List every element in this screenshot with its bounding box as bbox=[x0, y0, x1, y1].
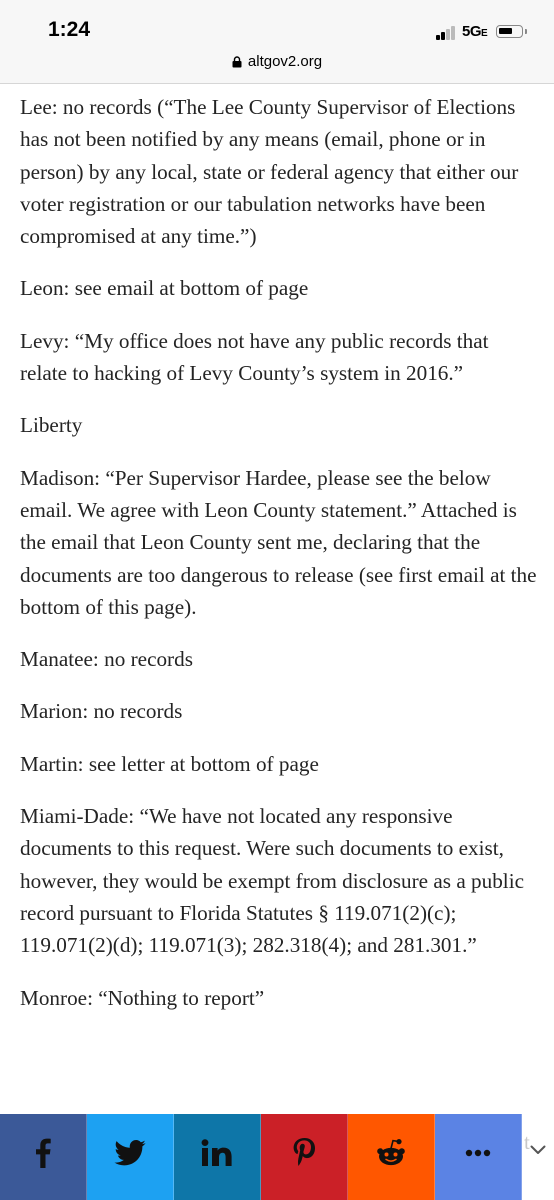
paragraph-lee: Lee: no records (“The Lee County Supervisor of Elections has not been notified by any means (email, phone or in person) by any local, state or federal agency that either our voter registration or our tabulation networks have been compromised at any time.”) bbox=[20, 95, 519, 249]
article-body bbox=[20, 91, 540, 1034]
paragraph-leon: Leon: see email at bottom of page bbox=[20, 276, 309, 301]
share-linkedin-button[interactable] bbox=[174, 1114, 261, 1200]
chevron-down-icon bbox=[530, 1145, 546, 1155]
linkedin-icon bbox=[201, 1139, 233, 1167]
battery-icon bbox=[496, 25, 523, 38]
more-icon bbox=[465, 1149, 491, 1157]
paragraph-martin: Martin: see letter at bottom of page bbox=[20, 751, 319, 776]
paragraph-monroe: Monroe: “Nothing to report” bbox=[20, 985, 265, 1010]
facebook-icon bbox=[35, 1138, 51, 1168]
status-bar bbox=[0, 0, 554, 50]
url-text[interactable]: altgov2.org bbox=[247, 53, 323, 70]
reddit-icon bbox=[373, 1138, 409, 1168]
paragraph-marion: Marion: no records bbox=[20, 699, 183, 724]
share-bar bbox=[0, 1114, 554, 1200]
paragraph-manatee: Manatee: no records bbox=[20, 647, 193, 672]
twitter-icon bbox=[114, 1140, 146, 1166]
share-pinterest-button[interactable] bbox=[261, 1114, 348, 1200]
paragraph-madison: Madison: “Per Supervisor Hardee, please see the below email. We agree with Leon County statement.” Attached is the email that Leon County sent me, declaring that the documents are too dangerous to release (see first email at the bottom of this page). bbox=[20, 465, 537, 619]
share-facebook-button[interactable] bbox=[0, 1114, 87, 1200]
pinterest-icon bbox=[293, 1138, 315, 1168]
share-twitter-button[interactable] bbox=[87, 1114, 174, 1200]
hidden-text-fragment: t bbox=[524, 1130, 530, 1154]
collapse-share-button[interactable] bbox=[522, 1114, 554, 1200]
lock-icon bbox=[232, 56, 242, 68]
paragraph-miami-dade: Miami-Dade: “We have not located any responsive documents to this request. Were such documents to exist, however, they would be exempt from disclosure as a public record pursuant to Florida Statutes § 119.071(2)(c); 119.071(2)(d); 119.071(3); 282.318(4); and 281.301.” bbox=[20, 804, 524, 958]
share-more-button[interactable] bbox=[435, 1114, 522, 1200]
paragraph-levy: Levy: “My office does not have any public records that relate to hacking of Levy County’s system in 2016.” bbox=[20, 328, 489, 386]
signal-strength-icon bbox=[436, 26, 460, 40]
browser-url-bar[interactable] bbox=[0, 50, 554, 84]
share-reddit-button[interactable] bbox=[348, 1114, 435, 1200]
paragraph-liberty: Liberty bbox=[20, 413, 83, 438]
status-time: 1:24 bbox=[48, 18, 91, 41]
network-type: 5GE bbox=[462, 23, 488, 40]
